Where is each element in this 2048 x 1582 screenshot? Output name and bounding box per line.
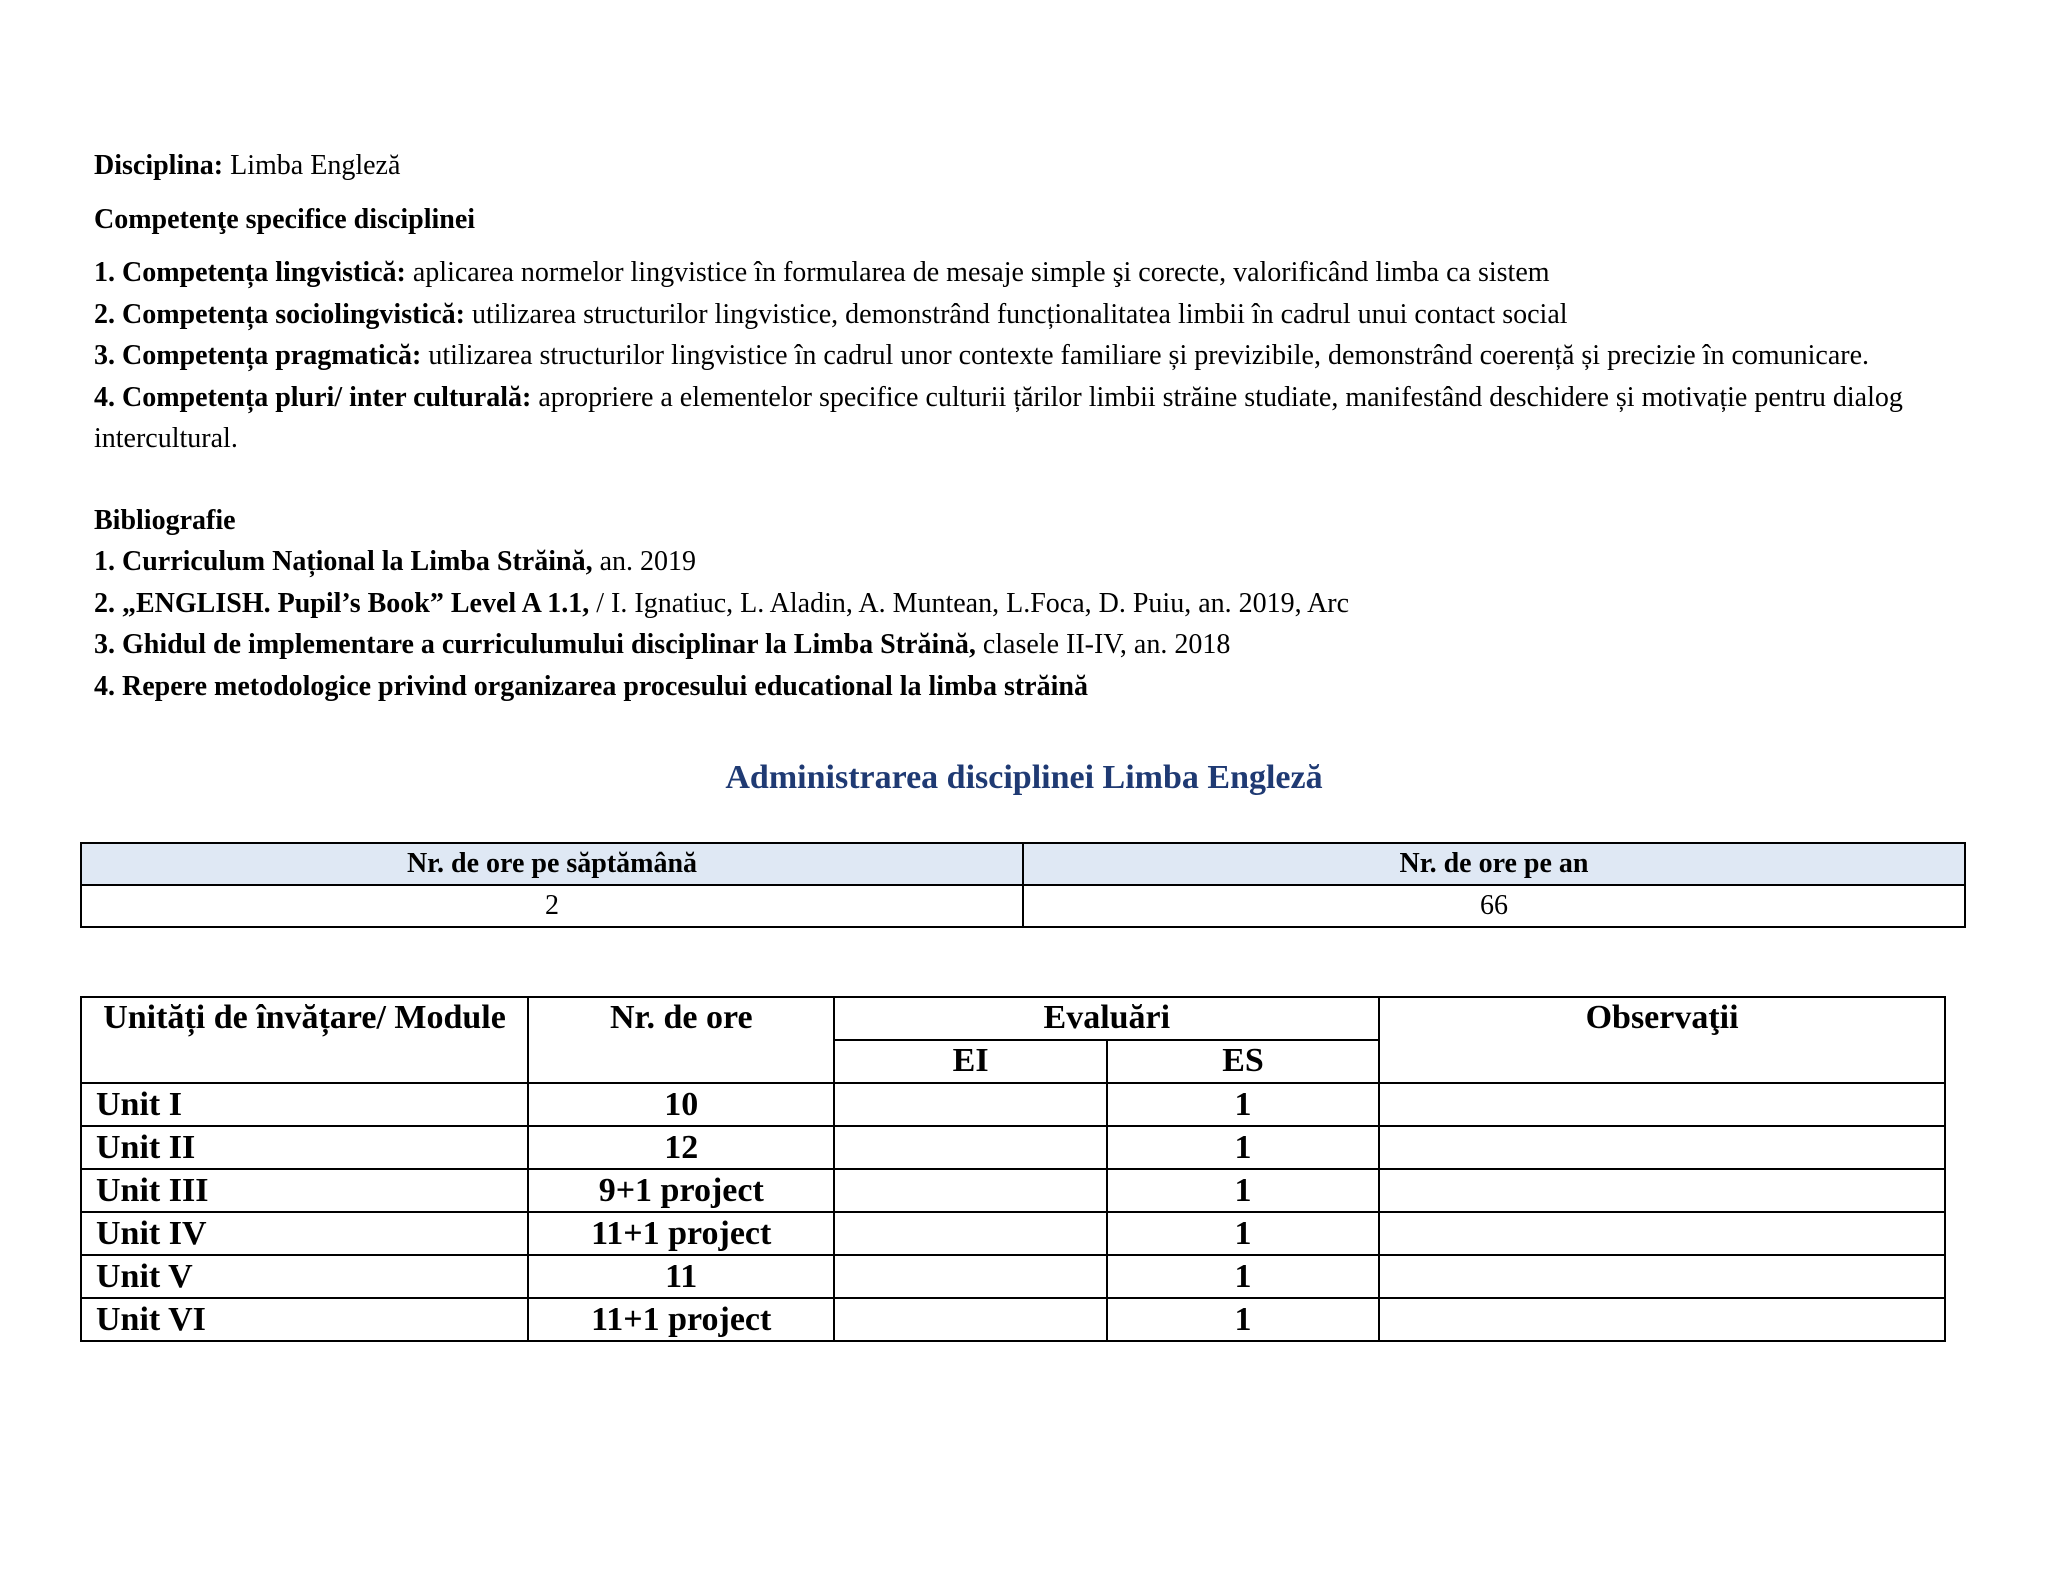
competence-4 bbox=[94, 377, 1974, 460]
bibliography-item bbox=[94, 541, 1974, 583]
document-body bbox=[94, 145, 1974, 707]
hours-cell: 11 bbox=[528, 1255, 834, 1298]
hours-cell: 11+1 project bbox=[528, 1298, 834, 1341]
header-ei: EI bbox=[834, 1040, 1106, 1083]
bibliography-item-detail: clasele II-IV, an. 2018 bbox=[975, 629, 1231, 660]
ei-cell bbox=[834, 1255, 1106, 1298]
competence-1-label: 1. Competența lingvistică: bbox=[94, 257, 406, 288]
bibliography-item-title: 2. „ENGLISH. Pupil’s Book” Level A 1.1, bbox=[94, 587, 590, 619]
table-row bbox=[81, 1083, 1945, 1126]
observations-cell bbox=[1379, 1212, 1945, 1255]
competence-3-text: utilizarea structurilor lingvistice în cadrul unor contexte familiare și previzibile, demonstrând coerență și precizie în comunicare. bbox=[428, 340, 1870, 371]
unit-cell: Unit VI bbox=[81, 1298, 528, 1341]
es-cell: 1 bbox=[1107, 1126, 1379, 1169]
bibliography-item-title: 1. Curriculum Național la Limba Străină, bbox=[94, 546, 593, 577]
ei-cell bbox=[834, 1083, 1106, 1126]
table-row bbox=[81, 1298, 1945, 1341]
bibliography-item bbox=[94, 666, 1974, 708]
ei-cell bbox=[834, 1298, 1106, 1341]
observations-cell bbox=[1379, 1126, 1945, 1169]
admin-value-weekly: 2 bbox=[81, 885, 1023, 927]
competences-title: Competenţe specifice disciplinei bbox=[94, 203, 476, 235]
discipline-line bbox=[94, 145, 1974, 187]
competence-4-text: apropriere a elementelor specifice culturii țărilor limbii străine studiate, manifestând deschidere și motivație pentru dialog intercultural. bbox=[94, 381, 1903, 454]
header-observations: Observaţii bbox=[1379, 997, 1945, 1083]
competence-2-text: utilizarea structurilor lingvistice, demonstrând funcționalitatea limbii în cadrul unui contact social bbox=[471, 298, 1568, 330]
unit-cell: Unit II bbox=[81, 1126, 528, 1169]
unit-cell: Unit III bbox=[81, 1169, 528, 1212]
bibliography-item-title: 4. Repere metodologice privind organizarea procesului educational la limba străină bbox=[94, 670, 1088, 702]
admin-header-weekly: Nr. de ore pe săptămână bbox=[81, 843, 1023, 885]
table-row bbox=[81, 1126, 1945, 1169]
hours-cell: 12 bbox=[528, 1126, 834, 1169]
observations-cell bbox=[1379, 1255, 1945, 1298]
es-cell: 1 bbox=[1107, 1255, 1379, 1298]
hours-cell: 10 bbox=[528, 1083, 834, 1126]
observations-cell bbox=[1379, 1298, 1945, 1341]
admin-table bbox=[80, 842, 1966, 928]
hours-cell: 9+1 project bbox=[528, 1169, 834, 1212]
competence-1-text: aplicarea normelor lingvistice în formularea de mesaje simple şi corecte, valorificând limba ca sistem bbox=[412, 257, 1550, 288]
unit-cell: Unit V bbox=[81, 1255, 528, 1298]
bibliography-title: Bibliografie bbox=[94, 504, 236, 536]
hours-cell: 11+1 project bbox=[528, 1212, 834, 1255]
bibliography-item bbox=[94, 583, 1974, 625]
es-cell: 1 bbox=[1107, 1212, 1379, 1255]
competence-2 bbox=[94, 294, 1974, 336]
admin-title: Administrarea disciplinei Limba Engleză bbox=[725, 759, 1323, 796]
table-row bbox=[81, 1169, 1945, 1212]
discipline-label: Disciplina: bbox=[94, 150, 224, 181]
ei-cell bbox=[834, 1212, 1106, 1255]
admin-header-yearly: Nr. de ore pe an bbox=[1023, 843, 1965, 885]
competence-4-label: 4. Competența pluri/ inter culturală: bbox=[94, 381, 532, 413]
ei-cell bbox=[834, 1169, 1106, 1212]
bibliography-item bbox=[94, 624, 1974, 666]
competence-3-label: 3. Competența pragmatică: bbox=[94, 340, 422, 371]
bibliography-item-title: 3. Ghidul de implementare a curriculumului disciplinar la Limba Străină, bbox=[94, 629, 976, 660]
header-hours: Nr. de ore bbox=[528, 997, 834, 1083]
competence-1 bbox=[94, 252, 1974, 294]
es-cell: 1 bbox=[1107, 1169, 1379, 1212]
competence-2-label: 2. Competența sociolingvistică: bbox=[94, 298, 465, 330]
competence-3 bbox=[94, 335, 1974, 377]
header-es: ES bbox=[1107, 1040, 1379, 1083]
es-cell: 1 bbox=[1107, 1298, 1379, 1341]
table-row bbox=[81, 1255, 1945, 1298]
observations-cell bbox=[1379, 1083, 1945, 1126]
header-evaluations: Evaluări bbox=[834, 997, 1379, 1040]
discipline-value: Limba Engleză bbox=[230, 150, 401, 181]
unit-cell: Unit I bbox=[81, 1083, 528, 1126]
bibliography-item-detail: an. 2019 bbox=[592, 546, 697, 577]
table-row bbox=[81, 1212, 1945, 1255]
bibliography-item-detail: / I. Ignatiuc, L. Aladin, A. Muntean, L.Foca, D. Puiu, an. 2019, Arc bbox=[589, 587, 1350, 619]
observations-cell bbox=[1379, 1169, 1945, 1212]
ei-cell bbox=[834, 1126, 1106, 1169]
header-units: Unități de învățare/ Module bbox=[81, 997, 528, 1083]
admin-value-yearly: 66 bbox=[1023, 885, 1965, 927]
es-cell: 1 bbox=[1107, 1083, 1379, 1126]
units-table bbox=[80, 996, 1946, 1342]
unit-cell: Unit IV bbox=[81, 1212, 528, 1255]
